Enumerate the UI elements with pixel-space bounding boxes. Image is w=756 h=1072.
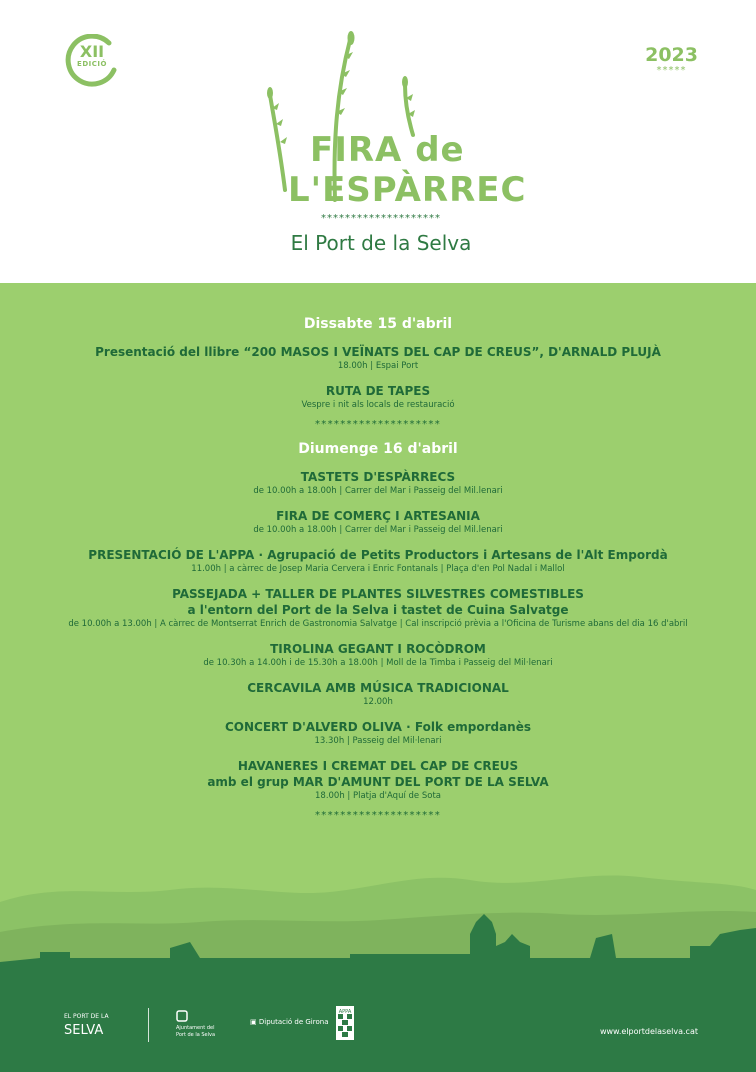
appa-logo xyxy=(336,1006,354,1040)
diputacio-shield-icon: ▣ xyxy=(250,1018,257,1026)
event-details: 18.00h | Platja d'Aquí de Sota xyxy=(315,791,441,801)
event-title-line2: amb el grup MAR D'AMUNT DEL PORT DE LA SELVA xyxy=(207,775,549,789)
event-title-line2: a l'entorn del Port de la Selva i tastet de Cuina Salvatge xyxy=(187,603,569,617)
event-title: FIRA DE COMERÇ I ARTESANIA xyxy=(276,509,480,523)
event-details: de 10.00h a 18.00h | Carrer del Mar i Passeig del Mil.lenari xyxy=(253,525,503,535)
place-name: El Port de la Selva xyxy=(290,231,472,255)
appa-label: APPA xyxy=(338,1009,352,1015)
event-title: PASSEJADA + TALLER DE PLANTES SILVESTRES COMESTIBLES xyxy=(172,587,584,601)
event-title: HAVANERES I CREMAT DEL CAP DE CREUS xyxy=(237,759,519,773)
event-details: 12.00h xyxy=(363,697,393,707)
edition-label: EDICIÓ xyxy=(77,60,107,68)
event-item xyxy=(0,680,756,708)
event-item xyxy=(0,508,756,536)
event-title: PRESENTACIÓ DE L'APPA · Agrupació de Petits Productors i Artesans de l'Alt Empordà xyxy=(88,548,668,562)
edition-number: XII xyxy=(79,42,105,61)
event-item xyxy=(0,383,756,411)
event-item xyxy=(0,344,756,372)
event-item xyxy=(0,469,756,497)
year-block xyxy=(645,44,698,76)
end-separator: ******************** xyxy=(315,810,441,821)
day1-heading: Dissabte 15 d'abril xyxy=(303,316,453,332)
event-title: TASTETS D'ESPÀRRECS xyxy=(300,470,456,484)
title-stars: ******************** xyxy=(321,213,441,224)
event-title: RUTA DE TAPES xyxy=(325,384,431,398)
event-details: Vespre i nit als locals de restauració xyxy=(301,400,455,410)
event-details: 13.30h | Passeig del Mil·lenari xyxy=(314,736,442,746)
footer-divider xyxy=(148,1008,149,1042)
landscape-silhouette xyxy=(0,862,756,1072)
year: 2023 xyxy=(645,44,698,66)
fair-title-line1: FIRA de xyxy=(310,130,465,170)
event-item xyxy=(0,758,756,802)
event-title: CERCAVILA AMB MÚSICA TRADICIONAL xyxy=(247,681,509,695)
fair-title-line2: L'ESPÀRREC xyxy=(288,170,527,210)
event-details: de 10.00h a 18.00h | Carrer del Mar i Passeig del Mil.lenari xyxy=(253,486,503,496)
event-title: TIROLINA GEGANT I ROCÒDROM xyxy=(270,642,486,656)
event-title: Presentació del llibre “200 MASOS I VEÏNATS DEL CAP DE CREUS”, D'ARNALD PLUJÀ xyxy=(95,345,661,359)
header xyxy=(0,0,756,283)
event-details: 18.00h | Espai Port xyxy=(337,361,419,371)
port-de-la-selva-logo: EL PORT DE LA SELVA xyxy=(64,1013,109,1038)
event-details: de 10.00h a 13.00h | A càrrec de Montserrat Enrich de Gastronomia Salvatge | Cal inscripció prèvia a l'Oficina de Turisme abans del dia 16 d'abril xyxy=(68,619,688,629)
edition-badge xyxy=(62,34,122,88)
ajuntament-logo: Ajuntament del Port de la Selva xyxy=(176,1010,215,1039)
event-item xyxy=(0,586,756,630)
event-item xyxy=(0,641,756,669)
crest-icon xyxy=(176,1010,188,1022)
event-title: CONCERT D'ALVERD OLIVA · Folk empordanès xyxy=(224,720,532,734)
event-details: de 10.30h a 14.00h i de 15.30h a 18.00h | Moll de la Timba i Passeig del Mil·lenari xyxy=(203,658,553,668)
event-item xyxy=(0,547,756,575)
program xyxy=(0,316,756,822)
year-stars: ***** xyxy=(656,65,687,76)
separator: ******************** xyxy=(315,419,441,430)
day2-heading: Diumenge 16 d'abril xyxy=(298,441,458,457)
website-link[interactable]: www.elportdelaselva.cat xyxy=(599,1027,698,1036)
event-details: 11.00h | a càrrec de Josep Maria Cervera i Enric Fontanals | Plaça d'en Pol Nadal i Mallol xyxy=(191,564,565,574)
event-item xyxy=(0,719,756,747)
diputacio-logo: ▣ Diputació de Girona xyxy=(250,1018,329,1026)
